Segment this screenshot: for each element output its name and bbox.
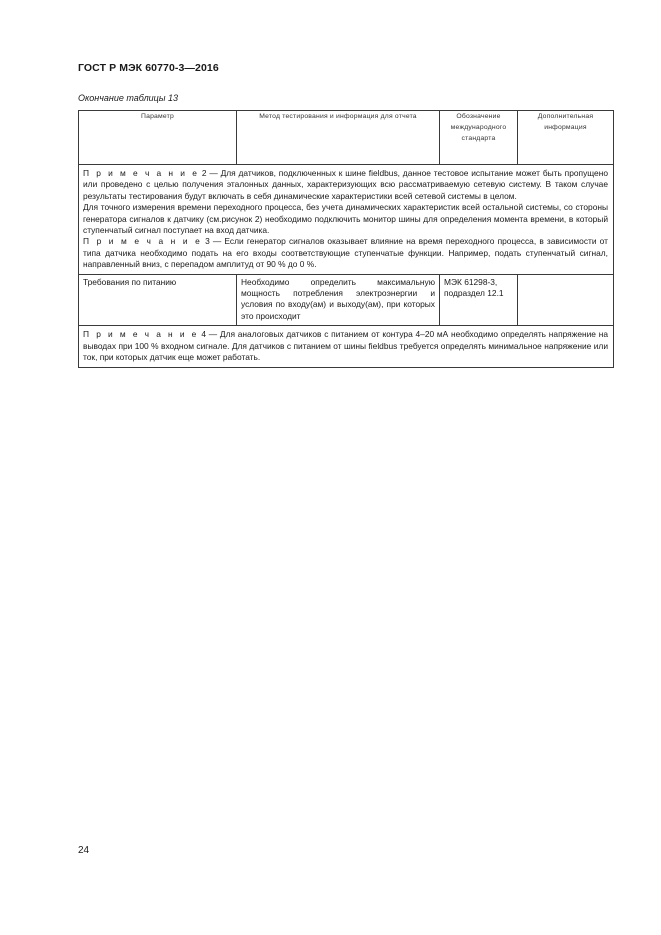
note-2 [83,168,608,202]
notes-cell [79,165,614,275]
notes-row-1 [79,165,614,275]
cell-method: Необходимо определить максимальную мощность потребления электроэнергии и условия по входу(ам) и выходу(ам), при которых это происходит [237,274,440,326]
column-header-additional: Дополнительная информация [518,111,614,165]
column-header-method: Метод тестирования и информация для отчета [237,111,440,165]
notes-row-2 [79,326,614,367]
table-row-power [79,274,614,326]
document-header: ГОСТ Р МЭК 60770-3—2016 [78,62,219,74]
note-4-label: П р и м е ч а н и е [83,329,199,340]
cell-additional [518,274,614,326]
note-4-cell [79,326,614,367]
table-caption: Окончание таблицы 13 [78,93,178,103]
note-2-label: П р и м е ч а н и е [83,168,200,178]
note-2-paragraph: Для точного измерения времени переходного процесса, без учета динамических характеристик всей остальной системы, со стороны генератора сигналов к датчику (см.рисунок 2) необходимо подключить монитор шины для определения момента времени, в который ступенчатый сигнал поступает на вход датчика. [83,202,608,236]
table-header-row [79,111,614,165]
note-4-text: 4 — Для аналоговых датчиков с питанием от контура 4–20 мА необходимо определять напряжение на выводах при 100 % входном сигнале. Для датчиков с питанием от шины fieldbus требуется определять минимальное напряжение или ток, при которых датчик еще может работать. [83,329,609,363]
note-3-label: П р и м е ч а н и е [83,236,202,247]
note-2-text: 2 — Для датчиков, подключенных к шине fieldbus, данное тестовое испытание может быть пропущено или проведено с целью получения эталонных данных, характеризующих всю рассматриваемую сетевую систему. В таком случае результаты тестирования будут включать в себя динамические характеристики всей сетевой системы в целом. [83,168,608,201]
note-3 [83,236,608,270]
requirements-table [78,110,614,368]
page-number: 24 [78,845,90,856]
column-header-parameter: Параметр [79,111,237,165]
note-3-text: 3 — Если генератор сигналов оказывает влияние на время переходного процесса, в зависимости от типа датчика необходимо подать на его входы соответствующие ступенчатые функции. Например, подать ступенчатый сигнал, направленный вниз, с перепадом амплитуд от 90 % до 0 %. [83,236,608,270]
column-header-standard: Обозначение международного стандарта [440,111,518,165]
cell-parameter: Требования по питанию [79,274,237,326]
note-4 [83,329,608,363]
cell-standard: МЭК 61298-3, подраздел 12.1 [440,274,518,326]
